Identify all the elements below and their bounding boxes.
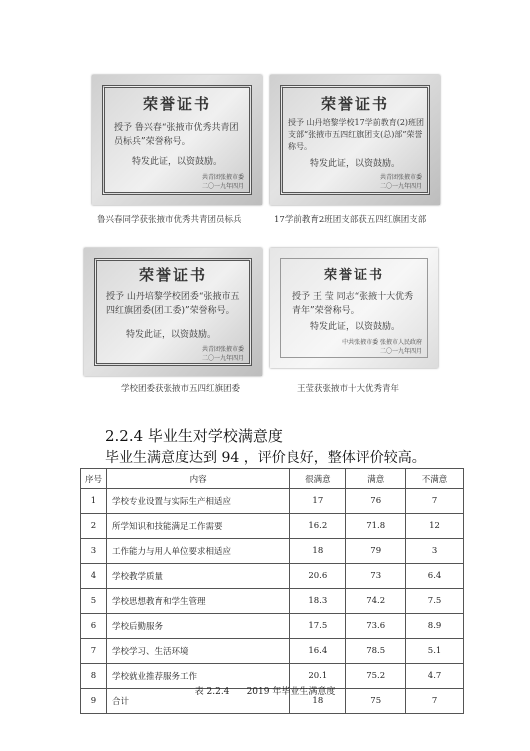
cell-content: 学校就业推荐服务工作: [106, 664, 289, 689]
cell-very-satisfied: 17: [290, 489, 346, 514]
cell-index: 4: [81, 564, 107, 589]
certificate-4-caption: 王莹获张掖市十大优秀青年: [297, 384, 400, 394]
certificate-body: 授予 鲁兴春“张掖市优秀共青团员标兵”荣誉称号。: [114, 123, 239, 147]
cell-unsatisfied: 8.9: [406, 614, 464, 639]
certificate-date: 二〇一九年四月: [379, 348, 422, 355]
certificate-body: 授予 山丹培黎学校团委“张掖市五四红旗团委(团工委)”荣誉称号。: [106, 292, 240, 316]
cell-very-satisfied: 18: [290, 689, 346, 714]
certificate-2-caption: 17学前教育2班团支部获五四红旗团支部: [274, 215, 427, 225]
certificate-date: 二〇一九年四月: [201, 355, 244, 362]
certificate-4: [270, 248, 438, 368]
table-row: [81, 489, 464, 514]
cell-very-satisfied: 20.6: [290, 564, 346, 589]
cell-content: 学校后勤服务: [106, 614, 289, 639]
header-unsatisfied: 不满意: [406, 469, 464, 489]
cell-content: 学校学习、生活环境: [106, 639, 289, 664]
cell-unsatisfied: 7: [406, 689, 464, 714]
cell-content: 工作能力与用人单位要求相适应: [106, 539, 289, 564]
cell-very-satisfied: 16.2: [290, 514, 346, 539]
certificate-body: 授予 王 莹 同志“张掖十大优秀青年”荣誉称号。: [292, 292, 414, 316]
cell-unsatisfied: 4.7: [406, 664, 464, 689]
table-row: [81, 589, 464, 614]
satisfaction-table: [80, 468, 464, 714]
certificate-issuer: 中共张掖市委 张掖市人民政府: [342, 339, 422, 346]
cell-content: 学校教学质量: [106, 564, 289, 589]
section-lead-text: 毕业生满意度达到 94 ，评价良好，整体评价较高。: [105, 450, 426, 466]
cell-very-satisfied: 18: [290, 539, 346, 564]
cell-index: 6: [81, 614, 107, 639]
certificate-closing: 特发此证，以资鼓励。: [310, 159, 401, 169]
header-index: 序号: [81, 469, 107, 489]
certificate-date: 二〇一九年四月: [379, 183, 422, 190]
certificate-3-caption: 学校团委获张掖市五四红旗团委: [121, 384, 241, 394]
cell-content: 所学知识和技能满足工作需要: [106, 514, 289, 539]
cell-satisfied: 73.6: [346, 614, 406, 639]
certificate-body: 授予 山丹培黎学校17学前教育(2)班团支部“张掖市五四红旗团支(总)部”荣誉称号。: [288, 118, 425, 151]
certificate-closing: 特发此证，以资鼓励。: [126, 330, 217, 340]
cell-index: 8: [81, 664, 107, 689]
table-row: [81, 539, 464, 564]
cell-satisfied: 76: [346, 489, 406, 514]
certificate-2: [270, 75, 440, 205]
cell-very-satisfied: 18.3: [290, 589, 346, 614]
table-row: [81, 564, 464, 589]
certificate-closing: 特发此证，以资鼓励。: [132, 157, 223, 167]
certificate-1-caption: 鲁兴春同学获张掖市优秀共青团员标兵: [97, 215, 242, 225]
cell-unsatisfied: 7: [406, 489, 464, 514]
certificate-title: 荣誉证书: [323, 268, 384, 283]
certificate-title: 荣誉证书: [320, 95, 389, 113]
certificate-title: 荣誉证书: [142, 95, 211, 113]
cell-unsatisfied: 6.4: [406, 564, 464, 589]
cell-satisfied: 74.2: [346, 589, 406, 614]
table-caption: 表 2.2.4 2019 年毕业生满意度: [194, 687, 336, 697]
cell-satisfied: 79: [346, 539, 406, 564]
cell-unsatisfied: 5.1: [406, 639, 464, 664]
certificate-issuer: 共青团张掖市委: [201, 174, 244, 181]
cell-unsatisfied: 7.5: [406, 589, 464, 614]
cell-unsatisfied: 12: [406, 514, 464, 539]
certificate-title: 荣誉证书: [138, 266, 207, 284]
cell-very-satisfied: 20.1: [290, 664, 346, 689]
table-row: [81, 514, 464, 539]
cell-satisfied: 78.5: [346, 639, 406, 664]
cell-satisfied: 71.8: [346, 514, 406, 539]
cell-index: 7: [81, 639, 107, 664]
header-satisfied: 满意: [346, 469, 406, 489]
certificate-date: 二〇一九年四月: [201, 183, 244, 190]
cell-satisfied: 75.2: [346, 664, 406, 689]
certificate-1: [92, 75, 262, 205]
cell-content: 学校专业设置与实际生产相适应: [106, 489, 289, 514]
section-heading: 2.2.4 毕业生对学校满意度: [105, 427, 283, 445]
cell-index: 9: [81, 689, 107, 714]
cell-content: 合计: [106, 689, 289, 714]
cell-index: 5: [81, 589, 107, 614]
cell-very-satisfied: 16.4: [290, 639, 346, 664]
certificate-closing: 特发此证，以资鼓励。: [310, 322, 401, 332]
cell-index: 2: [81, 514, 107, 539]
cell-satisfied: 73: [346, 564, 406, 589]
cell-unsatisfied: 3: [406, 539, 464, 564]
header-content: 内容: [106, 469, 289, 489]
header-very-satisfied: 很满意: [290, 469, 346, 489]
cell-index: 1: [81, 489, 107, 514]
certificate-issuer: 共青团张掖市委: [201, 346, 244, 353]
cell-very-satisfied: 17.5: [290, 614, 346, 639]
cell-satisfied: 75: [346, 689, 406, 714]
table-row: [81, 614, 464, 639]
table-row: [81, 639, 464, 664]
certificate-issuer: 共青团张掖市委: [379, 174, 422, 181]
cell-content: 学校思想教育和学生管理: [106, 589, 289, 614]
certificate-3: [84, 248, 262, 376]
table-header-row: [81, 469, 464, 489]
cell-index: 3: [81, 539, 107, 564]
